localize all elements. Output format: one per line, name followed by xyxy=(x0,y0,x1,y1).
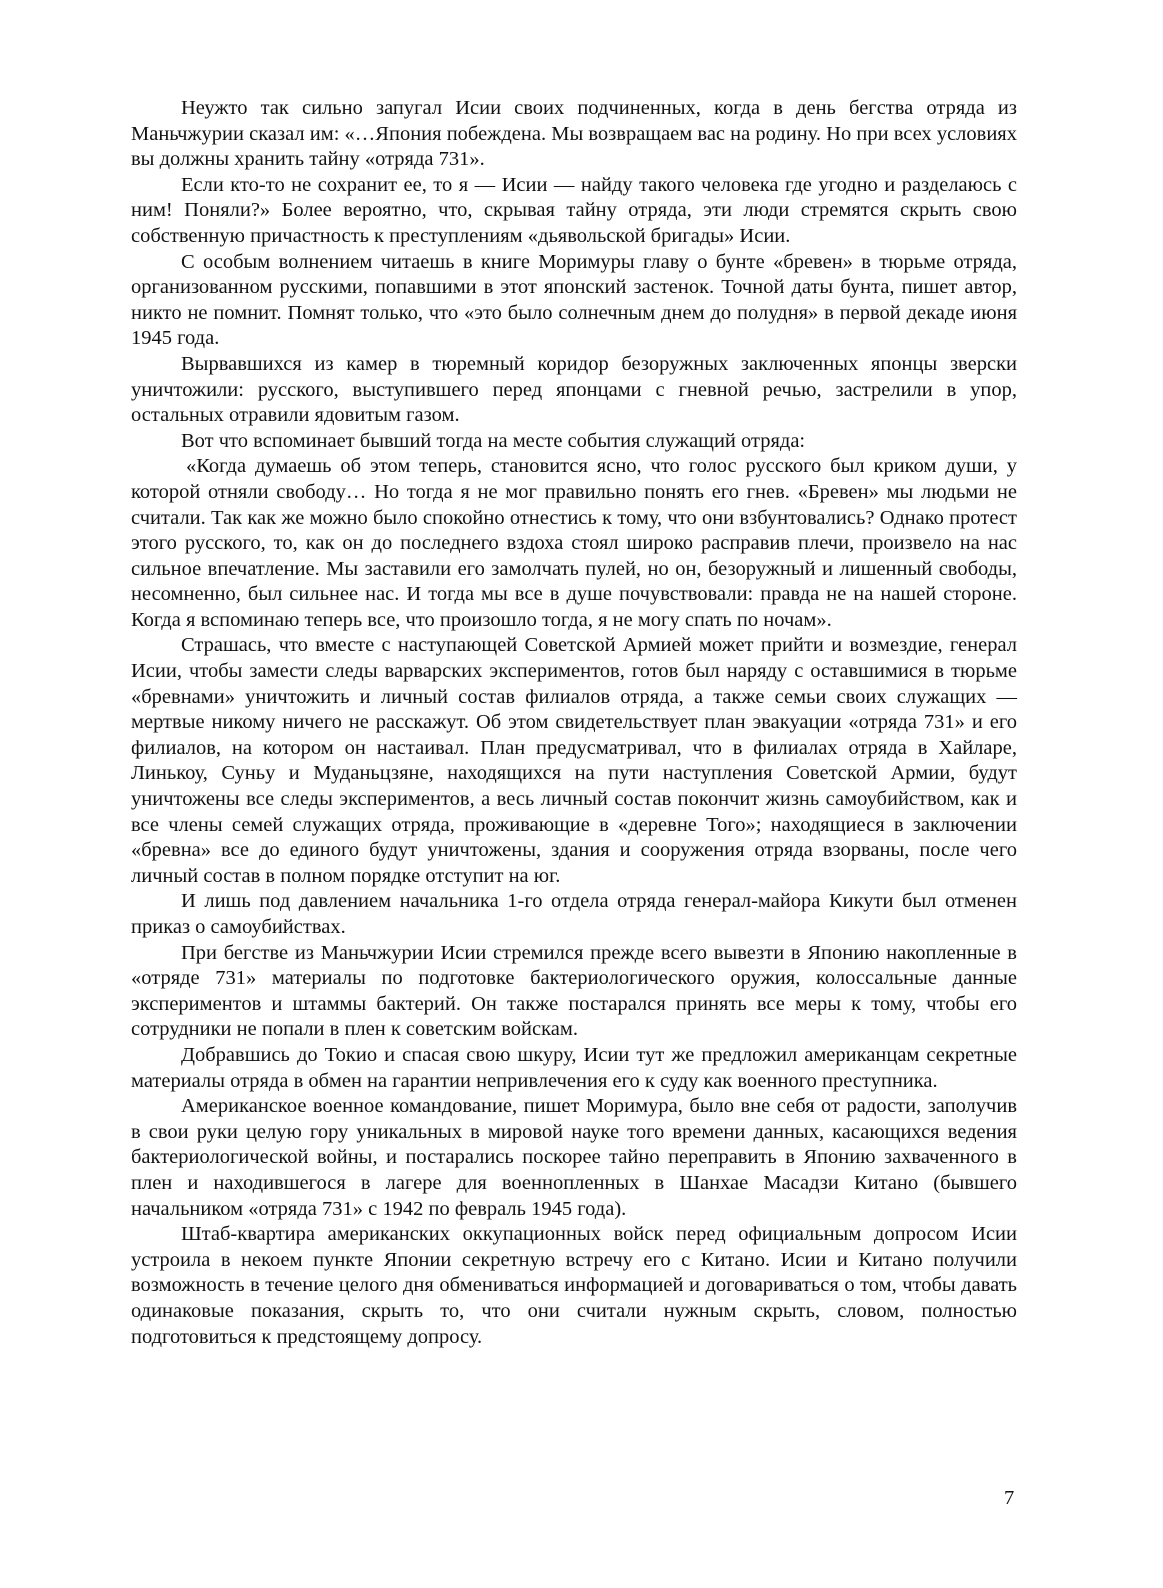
body-text xyxy=(131,96,1017,1350)
paragraph-9: При бегстве из Маньчжурии Исии стремился прежде всего вывезти в Японию накопленные в «отряде 731» материалы по подготовке бактериологического оружия, колоссальные данные экспериментов и штаммы бактерий. Он также постарался принять все меры к тому, чтобы его сотрудники не попали в плен к советским войскам. xyxy=(131,941,1017,1041)
page-number: 7 xyxy=(1004,1487,1015,1509)
paragraph-1: Неужто так сильно запугал Исии своих подчиненных, когда в день бегства отряда из Маньчжурии сказал им: «…Япония побеждена. Мы возвращаем вас на родину. Но при всех условиях вы должны хранить тайну «отряда 731». xyxy=(131,97,1017,171)
paragraph-11: Американское военное командование, пишет Моримура, было вне себя от радости, заполучив в свои руки целую гору уникальных в мировой науке того времени данных, касающихся ведения бактериологической войны, и постарались поскорее тайно переправить в Японию захваченного в плен и находившегося в лагере для военнопленных в Шанхае Масадзи Китано (бывшего начальником «отряда 731» с 1942 по февраль 1945 года). xyxy=(131,1095,1017,1220)
paragraph-2: Если кто-то не сохранит ее, то я — Исии — найду такого человека где угодно и разделаюсь с ним! Поняли?» Более вероятно, что, скрывая тайну отряда, эти люди стремятся скрыть свою собственную причастность к преступлениям «дьявольской бригады» Исии. xyxy=(131,173,1017,247)
paragraph-12: Штаб-квартира американских оккупационных войск перед официальным допросом Исии устроила в некоем пункте Японии секретную встречу его с Китано. Исии и Китано получили возможность в течение целого дня обмениваться информацией и договариваться о том, чтобы давать одинаковые показания, скрыть то, что они считали нужным скрыть, словом, полностью подготовиться к предстоящему допросу. xyxy=(131,1223,1017,1348)
paragraph-3: С особым волнением читаешь в книге Моримуры главу о бунте «бревен» в тюрьме отряда, организованном русскими, попавшими в этот японский застенок. Точной даты бунта, пишет автор, никто не помнит. Помнят только, что «это было солнечным днем до полудня» в первой декаде июня 1945 года. xyxy=(131,250,1017,350)
paragraph-5: Вот что вспоминает бывший тогда на месте события служащий отряда: xyxy=(181,429,806,452)
paragraph-4: Вырвавшихся из камер в тюремный коридор безоружных заключенных японцы зверски уничтожили: русского, выступившего перед японцами с гневной речью, застрелили в упор, остальных отравили ядовитым газом. xyxy=(131,352,1017,427)
paragraph-10: Добравшись до Токио и спасая свою шкуру, Исии тут же предложил американцам секретные материалы отряда в обмен на гарантии непривлечения его к суду как военного преступника. xyxy=(131,1043,1017,1092)
paragraph-7: Страшась, что вместе с наступающей Советской Армией может прийти и возмездие, генерал Исии, чтобы замести следы варварских экспериментов, готов был наряду с оставшимися в тюрьме «бревнами» уничтожить и личный состав филиалов отряда, а также семьи своих служащих — мертвые никому ничего не расскажут. Об этом свидетельствует план эвакуации «отряда 731» и его филиалов, на котором он настаивал. План предусматривал, что в филиалах отряда в Хайларе, Линькоу, Суньу и Муданьцзяне, находящихся на пути наступления Советской Армии, будут уничтожены все следы экспериментов, а весь личный состав покончит жизнь самоубийством, как и все члены семей служащих отряда, проживающие в «деревне Того»; находящиеся в заключении «бревна» все до единого будут уничтожены, здания и сооружения отряда взорваны, после чего личный состав в полном порядке отступит на юг. xyxy=(131,634,1017,887)
paragraph-8: И лишь под давлением начальника 1-го отдела отряда генерал-майора Кикути был отменен приказ о самоубийствах. xyxy=(131,890,1017,938)
paragraph-6-quote: «Когда думаешь об этом теперь, становится ясно, что голос русского был криком души, у которой отняли свободу… Но тогда я не мог правильно понять его гнев. «Бревен» мы людьми не считали. Так как же можно было спокойно отнестись к тому, что они взбунтовались? Однако протест этого русского, то, как он до последнего вздоха стоял широко расправив плечи, произвело на нас сильное впечатление. Мы заставили его замолчать пулей, но он, безоружный и лишенный свободы, несомненно, был сильнее нас. И тогда мы все в душе почувствовали: правда не на нашей стороне. Когда я вспоминаю теперь все, что произошло тогда, я не могу спать по ночам». xyxy=(131,455,1017,631)
